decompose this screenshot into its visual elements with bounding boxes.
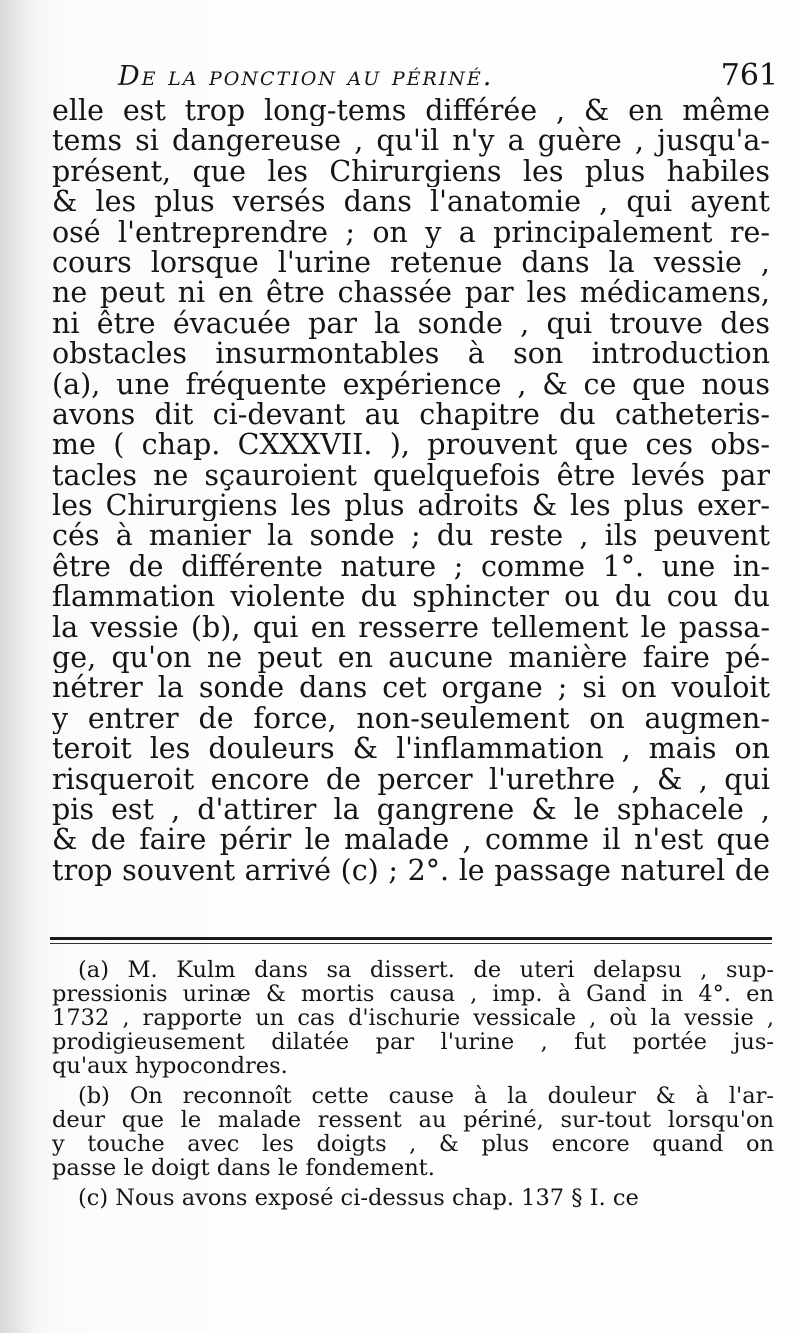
text-line: être de différente nature ; comme 1°. une in- xyxy=(52,551,770,583)
footnote-line: (a) M. Kulm dans sa dissert. de uteri delapsu , sup- xyxy=(78,958,774,982)
text-line: cours lorsque l'urine retenue dans la vessie , xyxy=(52,247,770,279)
footnote-line: y touche avec les doigts , & plus encore quand on xyxy=(52,1132,774,1156)
running-header xyxy=(118,58,778,93)
text-line: & les plus versés dans l'anatomie , qui ayent xyxy=(52,187,770,218)
footnote-line: (c) Nous avons exposé ci-dessus chap. 137 § I. ce xyxy=(78,1186,639,1210)
text-line: me ( chap. CXXXVII. ), prouvent que ces obs- xyxy=(52,430,770,461)
text-line: osé l'entreprendre ; on y a principalement re- xyxy=(52,217,770,248)
footnote-line: deur que le malade ressent au périné, sur-tout lorsqu'on xyxy=(52,1108,774,1132)
text-line: cés à manier la sonde ; du reste , ils peuvent xyxy=(52,521,770,552)
text-line: présent, que les Chirurgiens les plus habiles xyxy=(52,156,770,188)
text-line: y entrer de force, non-seulement on augmen- xyxy=(52,703,770,735)
text-line: (a), une fréquente expérience , & ce que nous xyxy=(52,369,770,400)
separator-thick-rule xyxy=(50,937,772,940)
footnote-line: 1732 , rapporte un cas d'ischurie vessicale , où la vessie , xyxy=(52,1006,774,1030)
text-line: tacles ne sçauroient quelquefois être levés par xyxy=(52,460,770,492)
gutter-shadow xyxy=(0,0,36,1333)
text-line: ge, qu'on ne peut en aucune manière faire pé- xyxy=(52,643,770,674)
footnote-line: (b) On reconnoît cette cause à la douleur & à l'ar- xyxy=(78,1084,774,1108)
text-line: & de faire périr le malade , comme il n'est que xyxy=(52,825,770,856)
text-line: avons dit ci-devant au chapitre du catheteris- xyxy=(52,399,770,431)
text-line: obstacles insurmontables à son introduction xyxy=(52,339,770,370)
text-line: nétrer la sonde dans cet organe ; si on vouloit xyxy=(52,673,770,704)
running-title: De la ponction au périné. xyxy=(118,61,494,92)
footnote-line: prodigieusement dilatée par l'urine , fut portée jus- xyxy=(52,1030,774,1054)
text-line: tems si dangereuse , qu'il n'y a guère , jusqu'a- xyxy=(52,126,770,157)
text-line: la vessie (b), qui en resserre tellement le passa- xyxy=(52,612,770,644)
text-line: ne peut ni en être chassée par les médicamens, xyxy=(52,278,770,309)
footnotes xyxy=(52,958,774,1210)
text-line: pis est , d'attirer la gangrene & le sphacele , xyxy=(52,794,770,826)
text-line: teroit les douleurs & l'inflammation , mais on xyxy=(52,734,770,765)
text-line: trop souvent arrivé (c) ; 2°. le passage naturel de xyxy=(52,855,770,887)
main-text xyxy=(52,96,770,886)
text-line: les Chirurgiens les plus adroits & les plus exer- xyxy=(52,491,770,522)
footnote-separator xyxy=(50,937,772,947)
text-line: ni être évacuée par la sonde , qui trouve des xyxy=(52,308,770,340)
text-line: risqueroit encore de percer l'urethre , & , qui xyxy=(52,764,770,795)
text-line: flammation violente du sphincter ou du cou du xyxy=(52,582,770,613)
text-line: elle est trop long-tems différée , & en même xyxy=(52,96,770,127)
footnote-line: pressionis urinæ & mortis causa , imp. à Gand in 4°. en xyxy=(52,982,774,1006)
page-number: 761 xyxy=(720,58,778,93)
footnote-line: qu'aux hypocondres. xyxy=(52,1054,288,1078)
footnote-line: passe le doigt dans le fondement. xyxy=(52,1156,435,1180)
separator-thin-rule xyxy=(50,943,772,944)
